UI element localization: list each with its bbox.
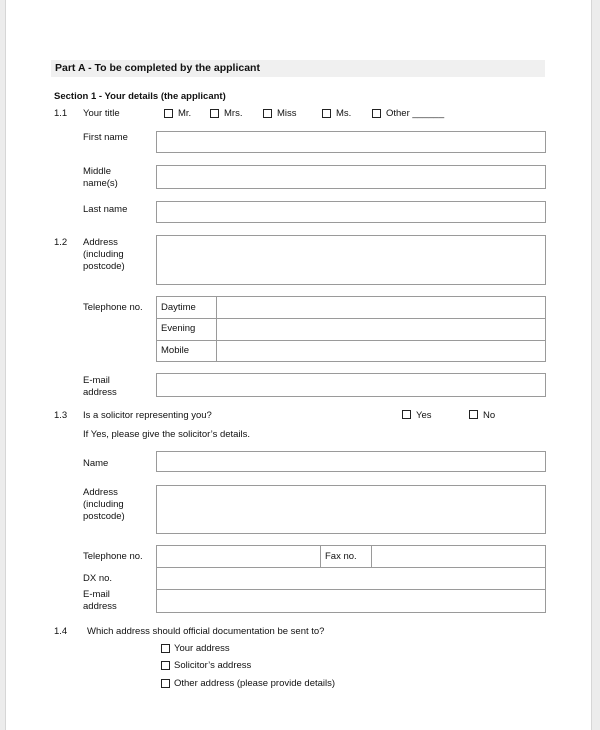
solicitor-no-label: No <box>483 410 496 421</box>
solicitor-dx-field[interactable] <box>157 568 545 589</box>
title-ms-label: Ms. <box>336 108 352 119</box>
title-miss-label: Miss <box>277 108 297 119</box>
last-name-label: Last name <box>83 204 128 215</box>
title-mrs-checkbox[interactable] <box>210 109 219 118</box>
address-label: Address (including postcode) <box>83 237 125 272</box>
send-to-other-address-label: Other address (please provide details) <box>174 678 336 689</box>
send-to-other-address-checkbox[interactable] <box>161 679 170 688</box>
solicitor-yes-checkbox[interactable] <box>402 410 411 419</box>
title-mrs-label: Mrs. <box>224 108 243 119</box>
middle-name-field[interactable] <box>156 165 546 189</box>
solicitor-name-field[interactable] <box>156 451 546 472</box>
solicitor-address-field[interactable] <box>156 485 546 534</box>
form-page <box>5 0 592 730</box>
solicitor-email-label: E-mail address <box>83 589 117 612</box>
telephone-table <box>156 296 546 362</box>
title-other-checkbox[interactable] <box>372 109 381 118</box>
title-mr-checkbox[interactable] <box>164 109 173 118</box>
title-mr-label: Mr. <box>178 108 192 119</box>
telephone-label: Telephone no. <box>83 302 143 313</box>
middle-name-label: Middle name(s) <box>83 166 118 189</box>
solicitor-email-field[interactable] <box>157 590 545 612</box>
phone-mobile-label: Mobile <box>161 345 189 356</box>
phone-evening-field[interactable] <box>217 319 545 340</box>
send-to-solicitor-address-checkbox[interactable] <box>161 661 170 670</box>
send-to-your-address-label: Your address <box>174 643 230 654</box>
solicitor-no-checkbox[interactable] <box>469 410 478 419</box>
solicitor-telephone-label: Telephone no. <box>83 551 143 562</box>
solicitor-dx-label: DX no. <box>83 573 113 584</box>
email-field[interactable] <box>156 373 546 397</box>
phone-evening-label: Evening <box>161 323 196 334</box>
solicitor-contact-table <box>156 545 546 613</box>
q1-3-number: 1.3 <box>54 410 68 421</box>
phone-daytime-label: Daytime <box>161 302 196 313</box>
email-label: E-mail address <box>83 375 117 398</box>
address-field[interactable] <box>156 235 546 285</box>
solicitor-name-label: Name <box>83 458 109 469</box>
phone-mobile-field[interactable] <box>217 341 545 361</box>
solicitor-fax-field[interactable] <box>372 546 545 567</box>
title-other-label: Other ______ <box>386 108 445 119</box>
solicitor-telephone-field[interactable] <box>157 546 319 567</box>
first-name-label: First name <box>83 132 128 143</box>
solicitor-address-label: Address (including postcode) <box>83 487 125 522</box>
solicitor-question: Is a solicitor representing you? <box>83 410 212 421</box>
title-miss-checkbox[interactable] <box>263 109 272 118</box>
solicitor-instruction: If Yes, please give the solicitor’s details. <box>83 429 251 440</box>
q1-2-number: 1.2 <box>54 237 68 248</box>
documentation-question: Which address should official documentation be sent to? <box>87 626 325 637</box>
title-ms-checkbox[interactable] <box>322 109 331 118</box>
phone-daytime-field[interactable] <box>217 297 545 318</box>
section-1-title: Section 1 - Your details (the applicant) <box>54 91 226 102</box>
solicitor-yes-label: Yes <box>416 410 432 421</box>
part-a-header <box>51 60 545 77</box>
send-to-solicitor-address-label: Solicitor’s address <box>174 660 252 671</box>
first-name-field[interactable] <box>156 131 546 153</box>
solicitor-fax-label: Fax no. <box>325 551 357 562</box>
part-a-title: Part A - To be completed by the applicant <box>55 62 260 74</box>
send-to-your-address-checkbox[interactable] <box>161 644 170 653</box>
last-name-field[interactable] <box>156 201 546 223</box>
title-label: Your title <box>83 108 120 119</box>
q1-4-number: 1.4 <box>54 626 68 637</box>
q1-1-number: 1.1 <box>54 108 68 119</box>
